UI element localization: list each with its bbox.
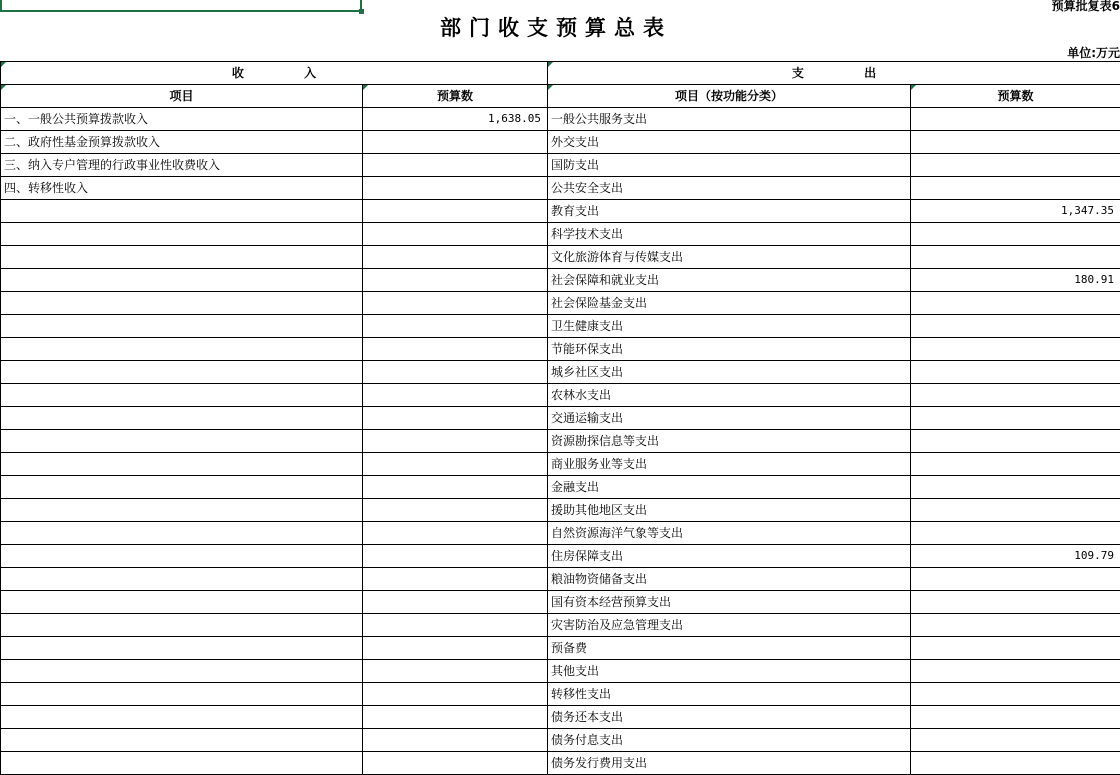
expense-item-cell[interactable]: 金融支出 bbox=[548, 476, 911, 499]
income-item-cell[interactable] bbox=[1, 430, 363, 453]
table-row bbox=[1, 407, 1120, 430]
income-amount-cell[interactable] bbox=[363, 453, 548, 476]
expense-item-cell[interactable]: 住房保障支出 bbox=[548, 545, 911, 568]
income-item-cell[interactable] bbox=[1, 453, 363, 476]
expense-item-cell[interactable]: 自然资源海洋气象等支出 bbox=[548, 522, 911, 545]
form-code: 预算批复表6 bbox=[1051, 0, 1120, 13]
income-item-cell[interactable]: 四、转移性收入 bbox=[1, 177, 363, 200]
income-amount-cell[interactable] bbox=[363, 706, 548, 729]
expense-amount-cell[interactable] bbox=[911, 292, 1120, 315]
table-row bbox=[1, 177, 1120, 200]
income-item-cell[interactable] bbox=[1, 706, 363, 729]
expense-item-cell[interactable]: 社会保障和就业支出 bbox=[548, 269, 911, 292]
expense-item-cell[interactable]: 援助其他地区支出 bbox=[548, 499, 911, 522]
income-section-header[interactable] bbox=[1, 62, 548, 85]
table-row bbox=[1, 430, 1120, 453]
income-amount-cell[interactable] bbox=[363, 361, 548, 384]
table-row bbox=[1, 683, 1120, 706]
expense-item-cell[interactable]: 外交支出 bbox=[548, 131, 911, 154]
table-row bbox=[1, 568, 1120, 591]
expense-amount-cell[interactable] bbox=[911, 361, 1120, 384]
expense-item-cell[interactable]: 教育支出 bbox=[548, 200, 911, 223]
expense-amount-cell[interactable]: 109.79 bbox=[911, 545, 1120, 568]
expense-item-cell[interactable]: 灾害防治及应急管理支出 bbox=[548, 614, 911, 637]
income-item-cell[interactable] bbox=[1, 591, 363, 614]
income-item-cell[interactable] bbox=[1, 315, 363, 338]
section-header-row bbox=[1, 62, 1120, 85]
expense-item-cell[interactable]: 转移性支出 bbox=[548, 683, 911, 706]
income-amount-cell[interactable] bbox=[363, 246, 548, 269]
expense-amount-cell[interactable] bbox=[911, 177, 1120, 200]
expense-item-cell[interactable]: 卫生健康支出 bbox=[548, 315, 911, 338]
income-item-cell[interactable] bbox=[1, 545, 363, 568]
income-item-cell[interactable]: 一、一般公共预算拨款收入 bbox=[1, 108, 363, 131]
col-header-expense-amount[interactable]: 预算数 bbox=[911, 85, 1120, 108]
table-row bbox=[1, 315, 1120, 338]
expense-amount-cell[interactable] bbox=[911, 752, 1120, 775]
col-header-expense-item[interactable]: 项目（按功能分类） bbox=[548, 85, 911, 108]
table-row bbox=[1, 108, 1120, 131]
income-amount-cell[interactable] bbox=[363, 384, 548, 407]
table-row bbox=[1, 729, 1120, 752]
expense-amount-cell[interactable] bbox=[911, 131, 1120, 154]
table-row bbox=[1, 752, 1120, 775]
expense-amount-cell[interactable] bbox=[911, 522, 1120, 545]
expense-item-cell[interactable]: 节能环保支出 bbox=[548, 338, 911, 361]
table-row bbox=[1, 246, 1120, 269]
income-amount-cell[interactable] bbox=[363, 154, 548, 177]
income-amount-cell[interactable] bbox=[363, 637, 548, 660]
income-amount-cell[interactable] bbox=[363, 545, 548, 568]
table-row bbox=[1, 706, 1120, 729]
expense-item-cell[interactable]: 社会保险基金支出 bbox=[548, 292, 911, 315]
income-item-cell[interactable]: 三、纳入专户管理的行政事业性收费收入 bbox=[1, 154, 363, 177]
table-row bbox=[1, 522, 1120, 545]
income-amount-cell[interactable] bbox=[363, 200, 548, 223]
expense-amount-cell[interactable] bbox=[911, 637, 1120, 660]
table-row bbox=[1, 154, 1120, 177]
expense-item-cell[interactable]: 一般公共服务支出 bbox=[548, 108, 911, 131]
expense-amount-cell[interactable] bbox=[911, 453, 1120, 476]
income-amount-cell[interactable]: 1,638.05 bbox=[363, 108, 548, 131]
income-amount-cell[interactable] bbox=[363, 269, 548, 292]
income-amount-cell[interactable] bbox=[363, 223, 548, 246]
table-row bbox=[1, 223, 1120, 246]
expense-amount-cell[interactable] bbox=[911, 246, 1120, 269]
expense-amount-cell[interactable] bbox=[911, 706, 1120, 729]
expense-amount-cell[interactable] bbox=[911, 591, 1120, 614]
income-item-cell[interactable] bbox=[1, 361, 363, 384]
income-amount-cell[interactable] bbox=[363, 591, 548, 614]
income-item-cell[interactable] bbox=[1, 568, 363, 591]
expense-section-label: 支 出 bbox=[791, 66, 877, 80]
expense-item-cell[interactable]: 交通运输支出 bbox=[548, 407, 911, 430]
table-row bbox=[1, 361, 1120, 384]
table-row bbox=[1, 200, 1120, 223]
income-amount-cell[interactable] bbox=[363, 752, 548, 775]
expense-amount-cell[interactable] bbox=[911, 154, 1120, 177]
expense-section-header[interactable] bbox=[548, 62, 1120, 85]
expense-item-cell[interactable]: 公共安全支出 bbox=[548, 177, 911, 200]
expense-amount-cell[interactable] bbox=[911, 384, 1120, 407]
income-amount-cell[interactable] bbox=[363, 131, 548, 154]
income-amount-cell[interactable] bbox=[363, 683, 548, 706]
expense-item-cell[interactable]: 预备费 bbox=[548, 637, 911, 660]
income-item-cell[interactable] bbox=[1, 200, 363, 223]
table-row bbox=[1, 131, 1120, 154]
income-item-cell[interactable] bbox=[1, 683, 363, 706]
expense-amount-cell[interactable] bbox=[911, 223, 1120, 246]
table-row bbox=[1, 269, 1120, 292]
income-amount-cell[interactable] bbox=[363, 568, 548, 591]
income-amount-cell[interactable] bbox=[363, 729, 548, 752]
expense-item-cell[interactable]: 城乡社区支出 bbox=[548, 361, 911, 384]
expense-amount-cell[interactable] bbox=[911, 407, 1120, 430]
expense-amount-cell[interactable]: 1,347.35 bbox=[911, 200, 1120, 223]
income-section-label: 收 入 bbox=[231, 66, 317, 80]
income-item-cell[interactable] bbox=[1, 338, 363, 361]
income-amount-cell[interactable] bbox=[363, 522, 548, 545]
income-amount-cell[interactable] bbox=[363, 292, 548, 315]
expense-item-cell[interactable]: 资源勘探信息等支出 bbox=[548, 430, 911, 453]
expense-item-cell[interactable]: 其他支出 bbox=[548, 660, 911, 683]
income-amount-cell[interactable] bbox=[363, 430, 548, 453]
expense-item-cell[interactable]: 农林水支出 bbox=[548, 384, 911, 407]
expense-item-cell[interactable]: 科学技术支出 bbox=[548, 223, 911, 246]
budget-table bbox=[0, 61, 1120, 775]
expense-amount-cell[interactable] bbox=[911, 430, 1120, 453]
income-amount-cell[interactable] bbox=[363, 407, 548, 430]
income-item-cell[interactable] bbox=[1, 752, 363, 775]
page-title: 部门收支预算总表 bbox=[440, 15, 672, 40]
income-amount-cell[interactable] bbox=[363, 476, 548, 499]
table-row bbox=[1, 476, 1120, 499]
income-item-cell[interactable] bbox=[1, 292, 363, 315]
expense-amount-cell[interactable] bbox=[911, 338, 1120, 361]
income-amount-cell[interactable] bbox=[363, 614, 548, 637]
expense-amount-cell[interactable] bbox=[911, 660, 1120, 683]
income-item-cell[interactable] bbox=[1, 476, 363, 499]
table-row bbox=[1, 338, 1120, 361]
income-item-cell[interactable] bbox=[1, 246, 363, 269]
income-amount-cell[interactable] bbox=[363, 315, 548, 338]
income-item-cell[interactable] bbox=[1, 522, 363, 545]
table-row bbox=[1, 499, 1120, 522]
table-row bbox=[1, 453, 1120, 476]
income-item-cell[interactable] bbox=[1, 637, 363, 660]
table-row bbox=[1, 637, 1120, 660]
expense-item-cell[interactable]: 文化旅游体育与传媒支出 bbox=[548, 246, 911, 269]
unit-label: 单位:万元 bbox=[1067, 46, 1120, 60]
income-amount-cell[interactable] bbox=[363, 338, 548, 361]
expense-item-cell[interactable]: 债务付息支出 bbox=[548, 729, 911, 752]
income-item-cell[interactable] bbox=[1, 729, 363, 752]
income-item-cell[interactable] bbox=[1, 223, 363, 246]
expense-amount-cell[interactable]: 180.91 bbox=[911, 269, 1120, 292]
table-row bbox=[1, 292, 1120, 315]
income-item-cell[interactable] bbox=[1, 384, 363, 407]
income-item-cell[interactable] bbox=[1, 614, 363, 637]
table-row bbox=[1, 545, 1120, 568]
expense-amount-cell[interactable] bbox=[911, 568, 1120, 591]
expense-item-cell[interactable]: 商业服务业等支出 bbox=[548, 453, 911, 476]
expense-amount-cell[interactable] bbox=[911, 476, 1120, 499]
column-header-row bbox=[1, 85, 1120, 108]
income-item-cell[interactable] bbox=[1, 499, 363, 522]
expense-item-cell[interactable]: 债务还本支出 bbox=[548, 706, 911, 729]
table-row bbox=[1, 591, 1120, 614]
expense-item-cell[interactable]: 粮油物资储备支出 bbox=[548, 568, 911, 591]
expense-item-cell[interactable]: 国有资本经营预算支出 bbox=[548, 591, 911, 614]
expense-amount-cell[interactable] bbox=[911, 614, 1120, 637]
expense-amount-cell[interactable] bbox=[911, 499, 1120, 522]
table-row bbox=[1, 384, 1120, 407]
expense-item-cell[interactable]: 国防支出 bbox=[548, 154, 911, 177]
income-amount-cell[interactable] bbox=[363, 660, 548, 683]
income-item-cell[interactable] bbox=[1, 660, 363, 683]
expense-item-cell[interactable]: 债务发行费用支出 bbox=[548, 752, 911, 775]
table-row bbox=[1, 660, 1120, 683]
table-row bbox=[1, 614, 1120, 637]
income-item-cell[interactable] bbox=[1, 407, 363, 430]
col-header-income-amount[interactable]: 预算数 bbox=[363, 85, 548, 108]
expense-amount-cell[interactable] bbox=[911, 729, 1120, 752]
active-cell-selection[interactable] bbox=[0, 0, 362, 12]
income-amount-cell[interactable] bbox=[363, 499, 548, 522]
expense-amount-cell[interactable] bbox=[911, 683, 1120, 706]
expense-amount-cell[interactable] bbox=[911, 108, 1120, 131]
income-amount-cell[interactable] bbox=[363, 177, 548, 200]
income-item-cell[interactable]: 二、政府性基金预算拨款收入 bbox=[1, 131, 363, 154]
col-header-income-item[interactable]: 项目 bbox=[1, 85, 363, 108]
income-item-cell[interactable] bbox=[1, 269, 363, 292]
expense-amount-cell[interactable] bbox=[911, 315, 1120, 338]
